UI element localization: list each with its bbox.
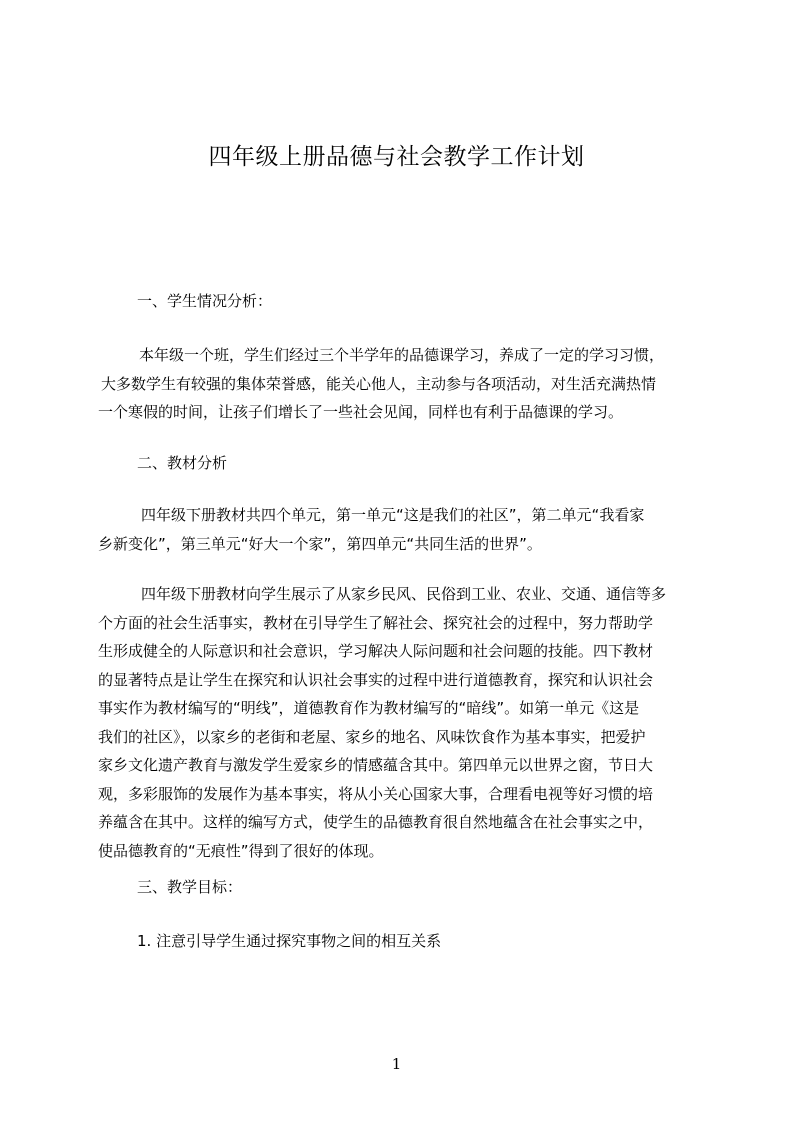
page-number: 1 [391, 1055, 402, 1073]
document-title: 四年级上册品德与社会教学工作计划 [208, 144, 585, 170]
paragraph-line: 事实作为教材编写的“明线”，道德教育作为教材编写的“暗线”。如第一单元《这是 [98, 699, 640, 717]
paragraph-line: 养蕴含在其中。这样的编写方式，使学生的品德教育很自然地蕴含在社会事实之中， [98, 813, 654, 831]
paragraph-textbook-units [98, 501, 708, 558]
paragraph-line: 一个寒假的时间，让孩子们增长了一些社会见闻，同样也有利于品德课的学习。 [98, 403, 624, 421]
section-heading-textbook-analysis: 二、教材分析 [137, 454, 228, 472]
paragraph-line: 家乡文化遗产教育与激发学生爱家乡的情感蕴含其中。第四单元以世界之窗，节日大 [98, 756, 654, 774]
paragraph-line: 使品德教育的“无痕性”得到了很好的体现。 [98, 841, 384, 860]
paragraph-line: 大多数学生有较强的集体荣誉感，能关心他人，主动参与各项活动，对生活充满热情 [101, 374, 657, 393]
paragraph-line: 观，多彩服饰的发展作为基本事实，将从小关心国家大事，合理看电视等好习惯的培 [98, 784, 654, 803]
paragraph-line: 我们的社区》，以家乡的老街和老屋、家乡的地名、风味饮食作为基本事实，把爱护 [98, 727, 646, 746]
paragraph-textbook-features [98, 580, 708, 865]
paragraph-line: 四年级下册教材共四个单元，第一单元“这是我们的社区”，第二单元“我看家 [141, 506, 645, 524]
paragraph-line: 四年级下册教材向学生展示了从家乡民风、民俗到工业、农业、交通、通信等多 [141, 585, 667, 603]
goal-list-item: 1. 注意引导学生通过探究事物之间的相互关系 [137, 932, 442, 950]
paragraph-student-analysis [98, 341, 708, 427]
paragraph-line: 个方面的社会生活事实，教材在引导学生了解社会、探究社会的过程中，努力帮助学 [98, 613, 654, 632]
paragraph-line: 乡新变化”，第三单元“好大一个家”，第四单元“共同生活的世界”。 [98, 534, 542, 553]
section-heading-student-analysis: 一、学生情况分析： [137, 292, 273, 310]
paragraph-line: 生形成健全的人际意识和社会意识，学习解决人际问题和社会问题的技能。四下教材 [98, 642, 654, 660]
paragraph-line: 本年级一个班，学生们经过三个半学年的品德课学习，养成了一定的学习习惯， [139, 346, 665, 364]
paragraph-line: 的显著特点是让学生在探究和认识社会事实的过程中进行道德教育，探究和认识社会 [98, 670, 654, 689]
section-heading-teaching-goals: 三、教学目标： [137, 878, 243, 896]
